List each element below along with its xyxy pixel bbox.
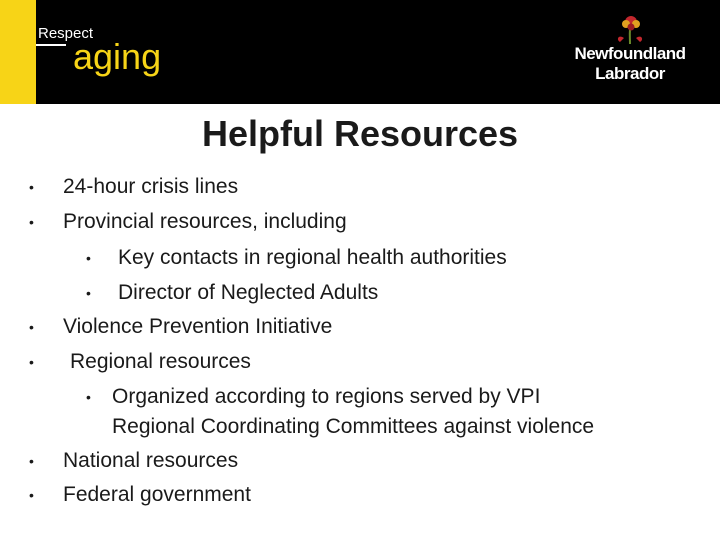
bullet-marker: • — [29, 319, 34, 335]
list-item — [29, 448, 239, 474]
list-item-text: Organized according to regions served by VPI — [112, 385, 541, 408]
list-item — [29, 174, 239, 200]
bullet-marker: • — [29, 214, 34, 230]
brand-aging-text: aging — [73, 36, 162, 77]
list-item-text: Key contacts in regional health authorities — [118, 246, 507, 269]
bullet-marker: • — [29, 487, 34, 503]
list-item-text: Director of Neglected Adults — [118, 281, 379, 304]
list-item-text: National resources — [63, 449, 239, 472]
bullet-marker: • — [86, 389, 91, 405]
list-item-continuation — [112, 414, 594, 440]
bullet-marker: • — [29, 453, 34, 469]
brand-divider — [36, 44, 66, 46]
brand-respect-text: Respect — [38, 25, 94, 42]
list-item — [29, 209, 347, 235]
list-item-text: Violence Prevention Initiative — [63, 315, 333, 338]
bullet-marker: • — [86, 250, 91, 266]
header-bar — [0, 0, 720, 104]
list-item — [86, 245, 507, 271]
logo-word-newfoundland: Newfoundland — [574, 44, 686, 63]
pitcher-plant-flower-icon — [574, 14, 686, 48]
logo-word-labrador: Labrador — [595, 64, 665, 83]
list-item-text: Regional resources — [70, 350, 251, 373]
list-item-text: 24-hour crisis lines — [63, 175, 239, 198]
list-item — [29, 314, 333, 340]
bullet-marker: • — [29, 354, 34, 370]
slide-title: Helpful Resources — [201, 113, 519, 154]
list-item — [29, 349, 251, 375]
newfoundland-labrador-logo — [574, 14, 686, 88]
bullet-marker: • — [29, 179, 34, 195]
list-item — [86, 384, 541, 410]
list-item-text: Provincial resources, including — [63, 210, 347, 233]
list-item — [86, 280, 379, 306]
bullet-marker: • — [86, 285, 91, 301]
accent-stripe — [0, 0, 36, 104]
list-item-text: Regional Coordinating Committees against violence — [112, 415, 595, 438]
list-item-text: Federal government — [63, 483, 251, 506]
list-item — [29, 482, 251, 508]
